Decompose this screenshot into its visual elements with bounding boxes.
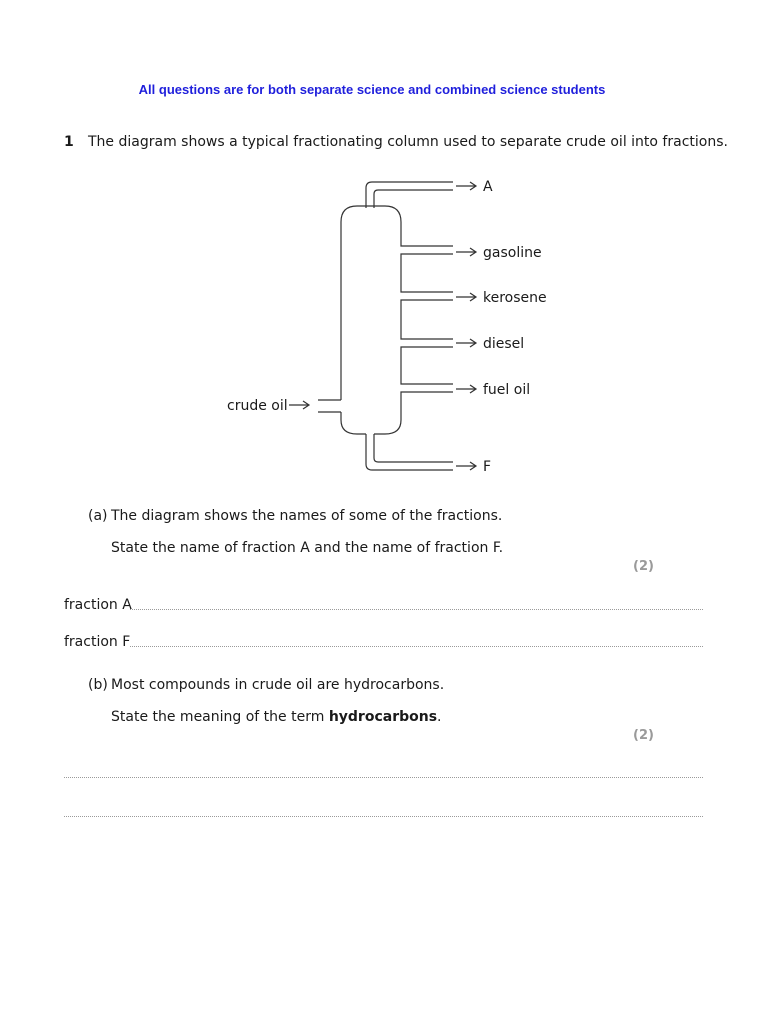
output-label-kerosene: kerosene: [483, 290, 547, 306]
part-b-label: (b): [88, 677, 108, 693]
output-label-F: F: [483, 459, 492, 475]
output-label-gasoline: gasoline: [483, 245, 542, 261]
part-a-marks: (2): [633, 559, 654, 574]
part-b-marks: (2): [633, 728, 654, 743]
fractionating-column-diagram: [0, 0, 768, 500]
answer-label-fraction-a: fraction A: [64, 597, 132, 613]
question-text: The diagram shows a typical fractionating column used to separate crude oil into fractions.: [88, 134, 728, 150]
part-b-line1: Most compounds in crude oil are hydrocarbons.: [111, 677, 445, 693]
answer-line-b-1[interactable]: [64, 777, 703, 778]
answer-line-fraction-a[interactable]: [130, 609, 703, 610]
header-banner: All questions are for both separate science and combined science students: [138, 82, 606, 97]
column-body: [341, 206, 401, 400]
question-number: 1: [64, 134, 74, 150]
part-a-line2: State the name of fraction A and the name of fraction F.: [111, 540, 504, 556]
part-b-line2: [111, 709, 442, 725]
output-label-A: A: [483, 179, 493, 195]
crude-oil-label: crude oil: [227, 398, 288, 414]
term-hydrocarbons: hydrocarbons: [328, 709, 438, 725]
output-arrows: [289, 182, 476, 470]
answer-line-b-2[interactable]: [64, 816, 703, 817]
part-a-label: (a): [88, 508, 108, 524]
part-b-line2-start: State the meaning of the term: [111, 709, 329, 725]
part-a-line1: The diagram shows the names of some of the fractions.: [111, 508, 503, 524]
output-label-fuel-oil: fuel oil: [483, 382, 531, 398]
part-b-line2-end: .: [437, 709, 442, 725]
answer-line-fraction-f[interactable]: [130, 646, 703, 647]
bottom-outlet-pipe: [366, 434, 453, 470]
output-label-diesel: diesel: [483, 336, 525, 352]
answer-label-fraction-f: fraction F: [64, 634, 131, 650]
top-outlet-pipe: [366, 182, 453, 208]
